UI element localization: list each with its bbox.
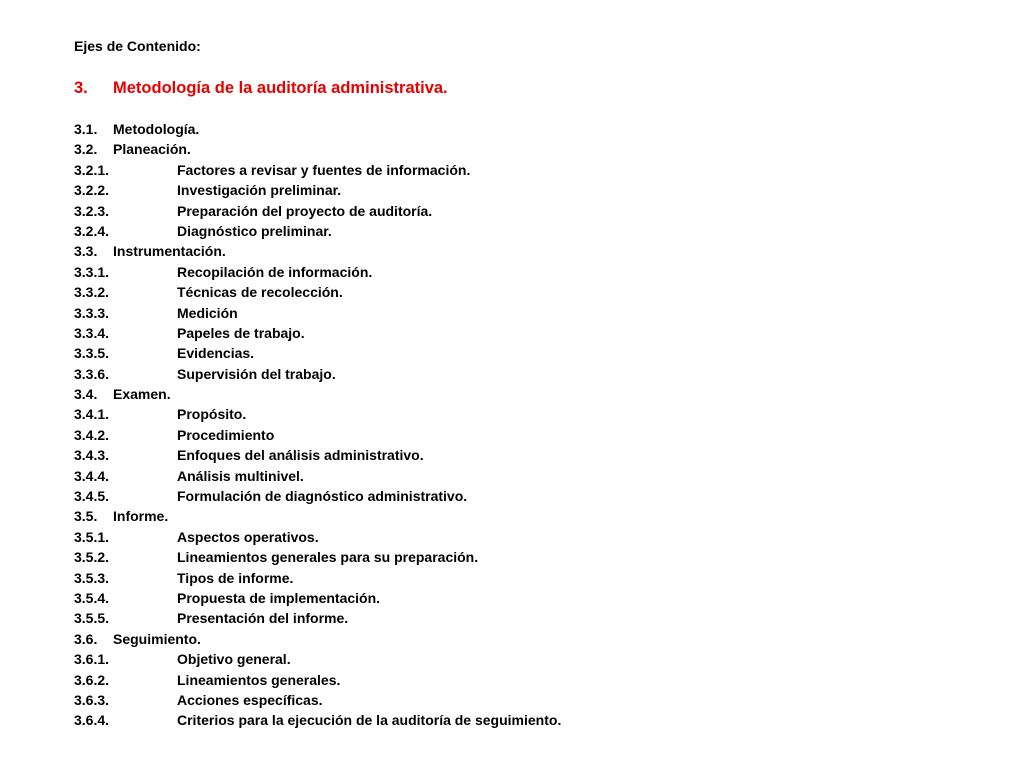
outline-number: 3.4.3. [74,447,110,464]
outline-number: 3.3.6. [74,365,110,382]
slide-content [74,36,994,731]
outline-number: 3.6.1. [74,651,110,668]
outline-item [74,649,994,669]
outline-text: Medición [177,304,238,321]
outline-text: Seguimiento. [113,630,201,647]
table-of-contents [74,119,994,731]
outline-number: 3.5.1. [74,528,110,545]
outline-text: Supervisión del trabajo. [177,365,336,382]
outline-item [74,221,994,241]
outline-number: 3.2.2. [74,182,110,199]
outline-number: 3.6. [74,630,98,647]
outline-text: Criterios para la ejecución de la auditoría de seguimiento. [177,712,562,729]
outline-number: 3.5.2. [74,549,110,566]
outline-subsection [74,629,994,649]
outline-number: 3.3.5. [74,345,110,362]
outline-item [74,262,994,282]
section-title [74,77,994,99]
outline-text: Lineamientos generales. [177,671,341,688]
outline-text: Examen. [113,386,171,403]
outline-number: 3.2.4. [74,222,110,239]
outline-text: Papeles de trabajo. [177,324,305,341]
outline-text: Técnicas de recolección. [177,284,343,301]
outline-text: Instrumentación. [113,243,226,260]
outline-number: 3.3. [74,243,98,260]
outline-number: 3.4.2. [74,426,110,443]
outline-item [74,282,994,302]
outline-text: Evidencias. [177,345,255,362]
outline-text: Propuesta de implementación. [177,589,381,606]
outline-item [74,425,994,445]
outline-number: 3.4.4. [74,467,110,484]
outline-number: 3.3.3. [74,304,110,321]
outline-item [74,690,994,710]
outline-item [74,323,994,343]
outline-item [74,160,994,180]
outline-subsection [74,241,994,261]
section-number: 3. [74,79,88,97]
outline-number: 3.6.3. [74,691,110,708]
outline-text: Metodología. [113,121,200,137]
outline-text: Lineamientos generales para su preparación. [177,549,479,566]
outline-number: 3.4. [74,386,98,403]
outline-text: Formulación de diagnóstico administrativo. [177,488,468,505]
outline-text: Informe. [113,508,169,525]
outline-text: Recopilación de información. [177,263,373,280]
outline-subsection [74,139,994,159]
outline-number: 3.3.2. [74,284,110,301]
outline-text: Enfoques del análisis administrativo. [177,447,424,464]
outline-text: Presentación del informe. [177,610,349,627]
outline-text: Aspectos operativos. [177,528,319,545]
outline-item [74,343,994,363]
outline-item [74,486,994,506]
outline-subsection [74,384,994,404]
outline-item [74,568,994,588]
outline-number: 3.5. [74,508,98,525]
outline-item [74,466,994,486]
outline-subsection [74,506,994,526]
outline-number: 3.1. [74,121,98,137]
outline-item [74,588,994,608]
outline-item [74,180,994,200]
outline-item [74,404,994,424]
outline-item [74,303,994,323]
outline-text: Propósito. [177,406,247,423]
outline-item [74,547,994,567]
content-axes-heading: Ejes de Contenido: [74,38,201,54]
outline-number: 3.6.2. [74,671,110,688]
outline-number: 3.2.3. [74,202,110,219]
outline-item [74,608,994,628]
outline-item [74,710,994,730]
section-title-text: Metodología de la auditoría administrativa. [113,79,448,97]
outline-item [74,201,994,221]
outline-text: Planeación. [113,141,191,158]
outline-text: Tipos de informe. [177,569,294,586]
outline-number: 3.3.4. [74,324,110,341]
outline-item [74,670,994,690]
outline-number: 3.3.1. [74,263,110,280]
outline-number: 3.5.3. [74,569,110,586]
outline-subsection [74,119,994,139]
outline-text: Objetivo general. [177,651,291,668]
outline-item [74,527,994,547]
outline-text: Preparación del proyecto de auditoría. [177,202,433,219]
outline-text: Factores a revisar y fuentes de información. [177,161,471,178]
outline-item [74,364,994,384]
outline-text: Procedimiento [177,426,275,443]
outline-item [74,445,994,465]
outline-number: 3.5.5. [74,610,110,627]
outline-number: 3.5.4. [74,589,110,606]
outline-number: 3.4.1. [74,406,110,423]
outline-number: 3.4.5. [74,488,110,505]
outline-text: Análisis multinivel. [177,467,304,484]
outline-text: Investigación preliminar. [177,182,342,199]
outline-text: Diagnóstico preliminar. [177,222,332,239]
outline-number: 3.2. [74,141,98,158]
outline-number: 3.6.4. [74,712,110,729]
outline-number: 3.2.1. [74,161,110,178]
outline-text: Acciones específicas. [177,691,323,708]
